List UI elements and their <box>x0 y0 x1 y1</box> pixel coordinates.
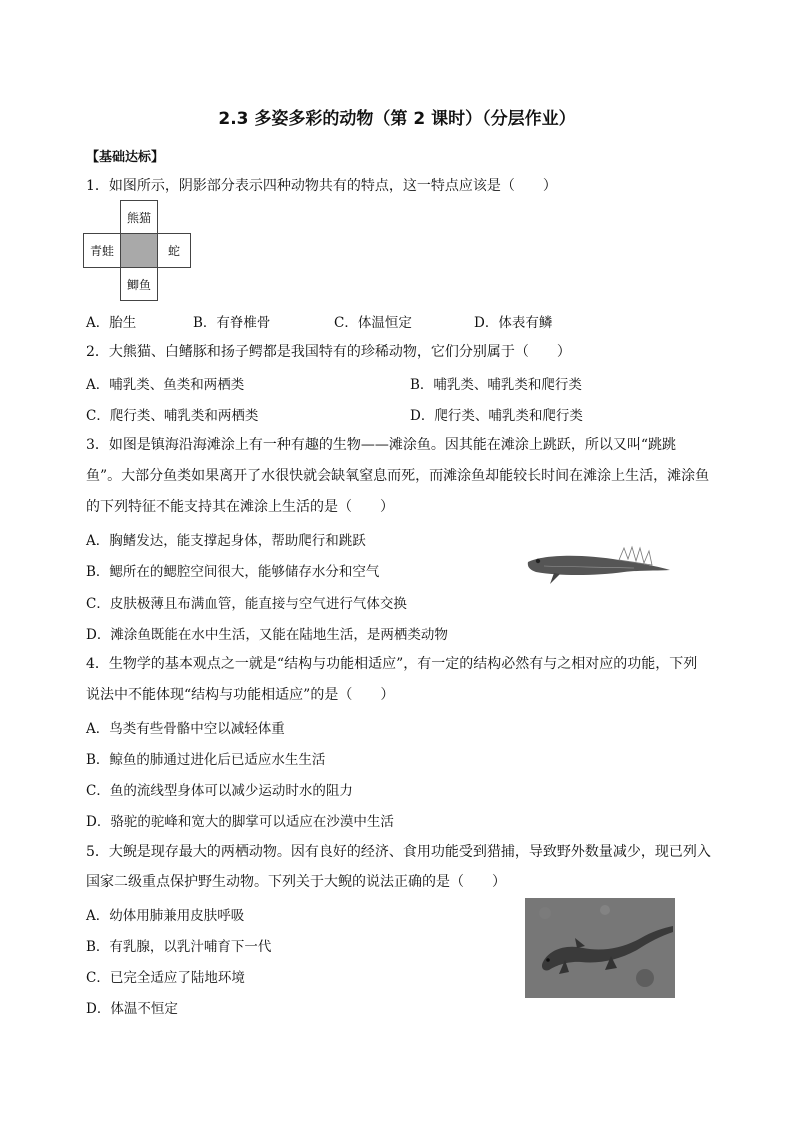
q3-option-b: B．鳃所在的鳃腔空间很大，能够储存水分和空气 <box>86 564 380 580</box>
q3-option-a: A．胸鳍发达，能支撑起身体，帮助爬行和跳跃 <box>86 533 366 549</box>
q4-option-d: D．骆驼的驼峰和宽大的脚掌可以适应在沙漠中生活 <box>86 814 394 830</box>
q2-option-c: C．爬行类、哺乳类和两栖类 <box>86 408 259 424</box>
q1-option-b: B．有脊椎骨 <box>193 315 271 331</box>
question-3-line-2: 鱼”。大部分鱼类如果离开了水很快就会缺氧窒息而死，而滩涂鱼却能较长时间在滩涂上生活，滩涂鱼 <box>86 468 710 484</box>
question-5-line-1: 5．大鲵是现存最大的两栖动物。因有良好的经济、食用功能受到猎捕，导致野外数量减少，现已列入 <box>86 844 711 860</box>
q5-option-d: D．体温不恒定 <box>86 1001 178 1017</box>
question-4-line-1: 4．生物学的基本观点之一就是“结构与功能相适应”，有一定的结构必然有与之相对应的功能，下列 <box>86 656 698 672</box>
section-heading: 【基础达标】 <box>86 150 165 165</box>
q1-option-d: D．体表有鳞 <box>474 315 553 331</box>
q5-option-b: B．有乳腺，以乳汁哺育下一代 <box>86 939 272 955</box>
giant-salamander-image <box>525 898 675 998</box>
q5-option-c: C．已完全适应了陆地环境 <box>86 970 245 986</box>
diagram-cell-left: 青蛙 <box>83 233 121 268</box>
question-2-stem: 2．大熊猫、白鳍豚和扬子鳄都是我国特有的珍稀动物，它们分别属于（ ） <box>86 344 571 360</box>
diagram-cell-right: 蛇 <box>157 233 191 268</box>
question-5-line-2: 国家二级重点保护野生动物。下列关于大鲵的说法正确的是（ ） <box>86 874 506 890</box>
q4-option-c: C．鱼的流线型身体可以减少运动时水的阻力 <box>86 783 353 799</box>
question-3-line-3: 的下列特征不能支持其在滩涂上生活的是（ ） <box>86 499 394 515</box>
q2-option-d: D．爬行类、哺乳类和爬行类 <box>410 408 583 424</box>
question-4-line-2: 说法中不能体现“结构与功能相适应”的是（ ） <box>86 687 395 703</box>
page-title: 2.3 多姿多彩的动物（第 2 课时）（分层作业） <box>218 109 576 129</box>
q5-option-a: A．幼体用肺兼用皮肤呼吸 <box>86 908 245 924</box>
diagram-cell-top: 熊猫 <box>120 200 158 234</box>
q2-option-a: A．哺乳类、鱼类和两栖类 <box>86 377 245 393</box>
q3-option-c: C．皮肤极薄且布满血管，能直接与空气进行气体交换 <box>86 596 407 612</box>
diagram-cell-shaded <box>120 233 158 268</box>
q2-option-b: B．哺乳类、哺乳类和爬行类 <box>410 377 582 393</box>
mudskipper-image <box>524 540 674 590</box>
q4-option-b: B．鲸鱼的肺通过进化后已适应水生生活 <box>86 752 326 768</box>
q1-option-a: A．胎生 <box>86 315 137 331</box>
q1-option-c: C．体温恒定 <box>334 315 412 331</box>
question-1-stem: 1．如图所示，阴影部分表示四种动物共有的特点，这一特点应该是（ ） <box>86 178 557 194</box>
diagram-cell-bottom: 鲫鱼 <box>120 267 158 301</box>
q3-option-d: D．滩涂鱼既能在水中生活，又能在陆地生活，是两栖类动物 <box>86 627 448 643</box>
q4-option-a: A．鸟类有些骨骼中空以减轻体重 <box>86 721 285 737</box>
question-3-line-1: 3．如图是镇海沿海滩涂上有一种有趣的生物——滩涂鱼。因其能在滩涂上跳跃，所以又叫“跳跳 <box>86 437 677 453</box>
